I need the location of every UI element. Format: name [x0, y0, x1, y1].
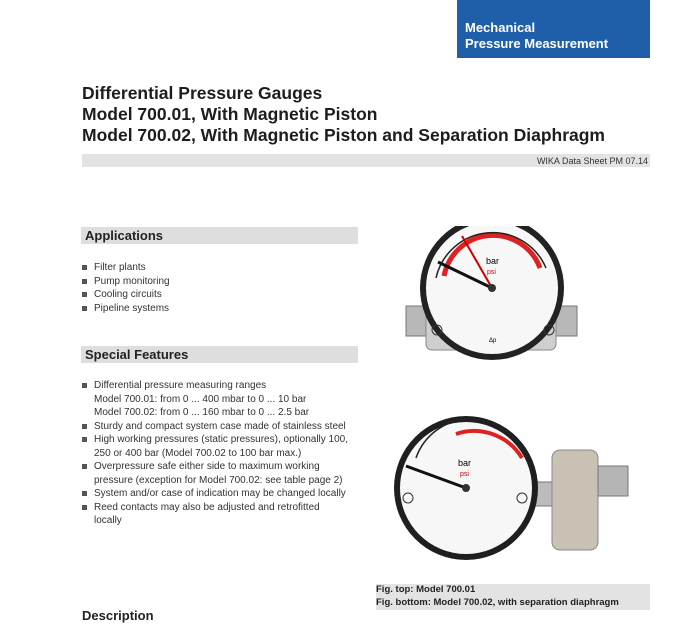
caption-line-2: Fig. bottom: Model 700.02, with separation diaphragm — [376, 596, 619, 608]
features-heading: Special Features — [81, 346, 358, 363]
brand-line-2: Pressure Measurement — [465, 36, 609, 51]
title-line-1: Differential Pressure Gauges — [82, 83, 323, 103]
applications-list — [82, 261, 170, 315]
title-line-3: Model 700.02, With Magnetic Piston and Separation Diaphragm — [82, 125, 605, 145]
brand-line-1: Mechanical — [465, 20, 536, 35]
list-item: Differential pressure measuring ranges Model 700.01: from 0 ... 400 mbar to 0 ... 10 bar Model 700.02: from 0 ... 160 mbar to 0 ... 2.5 bar — [82, 379, 362, 420]
list-item: Overpressure safe either side to maximum working pressure (exception for Model 700.02: see table page 2) — [82, 460, 362, 487]
gauge-top-label: Δp — [489, 338, 497, 344]
list-item: Reed contacts may also be adjusted and retrofitted locally — [82, 501, 362, 528]
list-item: Pump monitoring — [82, 275, 170, 289]
gauge-bottom-unit-alt: psi — [460, 471, 469, 478]
description-heading: Description — [82, 608, 154, 623]
applications-heading: Applications — [81, 227, 358, 244]
gauges-illustration — [376, 226, 650, 584]
gauge-bottom — [394, 416, 628, 560]
datasheet-ref: WIKA Data Sheet PM 07.14 — [536, 156, 648, 166]
product-photo — [376, 226, 650, 584]
gauge-top-unit: bar — [486, 256, 500, 266]
gauge-bottom-unit: bar — [458, 458, 472, 468]
title-line-2: Model 700.01, With Magnetic Piston — [82, 104, 378, 124]
list-item: System and/or case of indication may be changed locally — [82, 487, 362, 501]
list-item: Pipeline systems — [82, 302, 170, 316]
caption-line-1: Fig. top: Model 700.01 — [376, 584, 476, 595]
list-item: High working pressures (static pressures), optionally 100, 250 or 400 bar (Model 700.02 to 100 bar max.) — [82, 433, 362, 460]
list-item: Sturdy and compact system case made of stainless steel — [82, 420, 362, 434]
brand-box — [457, 0, 650, 58]
list-item: Cooling circuits — [82, 288, 170, 302]
list-item: Filter plants — [82, 261, 170, 275]
features-list — [82, 379, 362, 528]
figure-caption — [376, 584, 650, 610]
page-title — [82, 83, 605, 146]
gauge-top — [406, 226, 577, 360]
gauge-top-unit-alt: psi — [487, 269, 496, 276]
